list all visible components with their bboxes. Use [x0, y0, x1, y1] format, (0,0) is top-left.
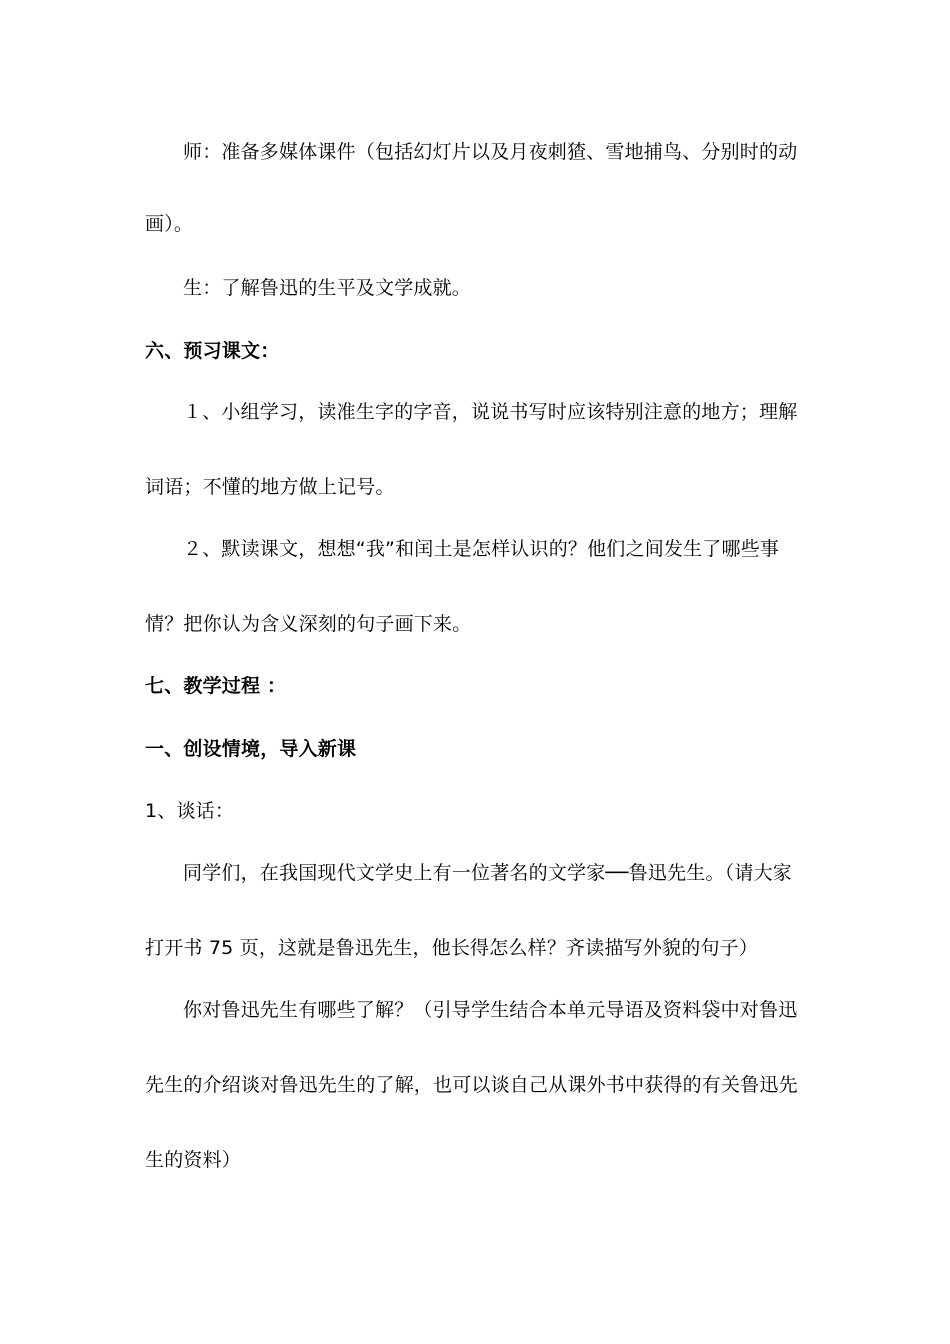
step-label-talk: 1、谈话：: [145, 800, 235, 822]
section-heading-process: 七、教学过程 ：: [145, 675, 287, 697]
section-heading-preview: 六、预习课文：: [145, 340, 280, 362]
talk-paragraph-2-line-2: 先生的介绍谈对鲁迅先生的了解，也可以谈自己从课外书中获得的有关鲁迅先: [145, 1074, 798, 1096]
preview-item-2-line-2: 情？把你认为含义深刻的句子画下来。: [145, 613, 472, 635]
preview-item-1-line-2: 词语；不懂的地方做上记号。: [145, 476, 395, 498]
paragraph-teacher-prep-line-2: 画）。: [145, 213, 194, 235]
talk-paragraph-1-line-2: 打开书 75 页，这就是鲁迅先生，他长得怎么样？齐读描写外貌的句子）: [145, 937, 759, 959]
talk-paragraph-1-line-1: 同学们，在我国现代文学史上有一位著名的文学家──鲁迅先生。（请大家: [183, 862, 792, 884]
talk-paragraph-2-line-1: 你对鲁迅先生有哪些了解？（引导学生结合本单元导语及资料袋中对鲁迅: [183, 999, 798, 1021]
subsection-heading-intro: 一、创设情境，导入新课: [145, 738, 357, 760]
paragraph-student-prep: 生：了解鲁迅的生平及文学成就。: [183, 277, 472, 299]
paragraph-teacher-prep-line-1: 师：准备多媒体课件（包括幻灯片以及月夜刺猹、雪地捕鸟、分别时的动: [183, 141, 798, 163]
preview-item-2-line-1: ２、默读课文，想想“我”和闰土是怎样认识的？他们之间发生了哪些事: [183, 538, 780, 560]
talk-paragraph-2-line-3: 生的资料）: [145, 1149, 242, 1171]
preview-item-1-line-1: １、小组学习，读准生字的字音，说说书写时应该特别注意的地方；理解: [183, 401, 798, 423]
